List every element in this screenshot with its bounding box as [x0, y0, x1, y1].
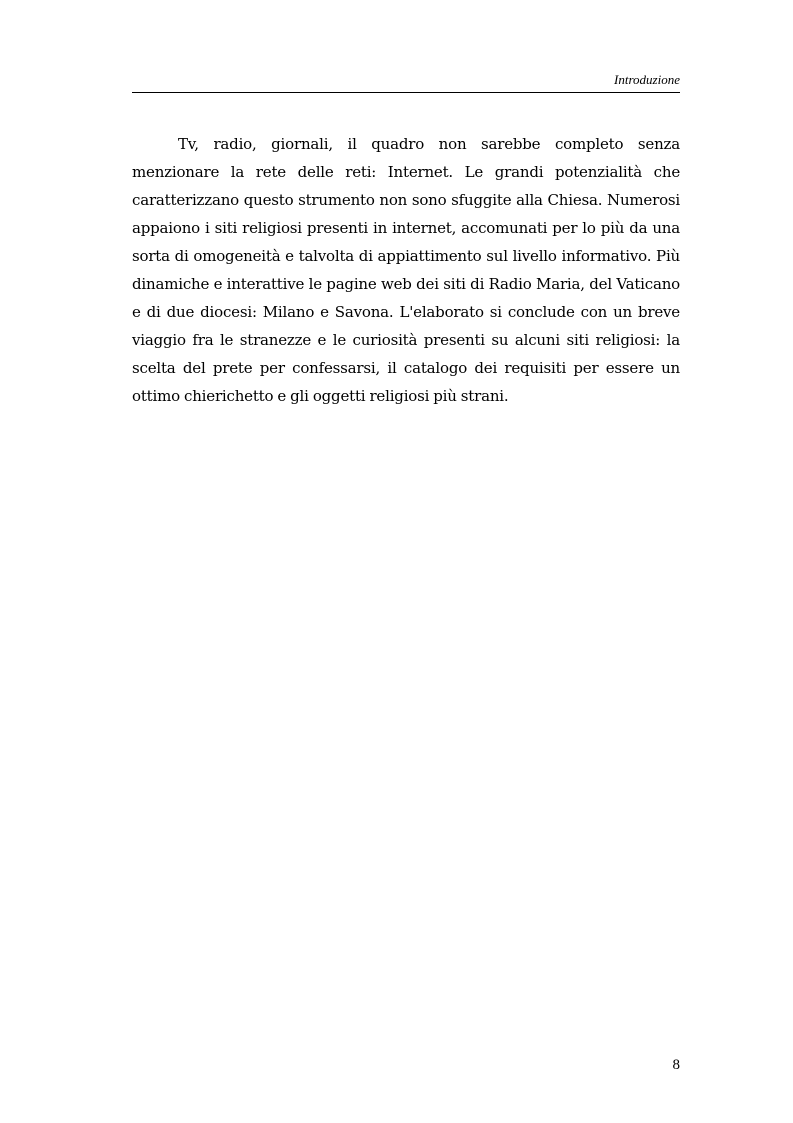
- running-header-title: Introduzione: [614, 72, 680, 87]
- header-divider: [132, 92, 680, 93]
- body-paragraph: Tv, radio, giornali, il quadro non sarebbe completo senza menzionare la rete delle reti: Internet. Le grandi potenzialità che caratterizzano questo strumento non sono sfuggite alla Chiesa. Numerosi appaiono i siti religiosi presenti in internet, accomunati per lo più da una sorta di omogeneità e talvolta di appiattimento sul livello informativo. Più dinamiche e interattive le pagine web dei siti di Radio Maria, del Vaticano e di due diocesi: Milano e Savona. L'elaborato si conclude con un breve viaggio fra le stranezze e le curiosità presenti su alcuni siti religiosi: la scelta del prete per confessarsi, il catalogo dei requisiti per essere un ottimo chierichetto e gli oggetti religiosi più strani.: [132, 135, 680, 405]
- page-number: 8: [672, 1057, 680, 1073]
